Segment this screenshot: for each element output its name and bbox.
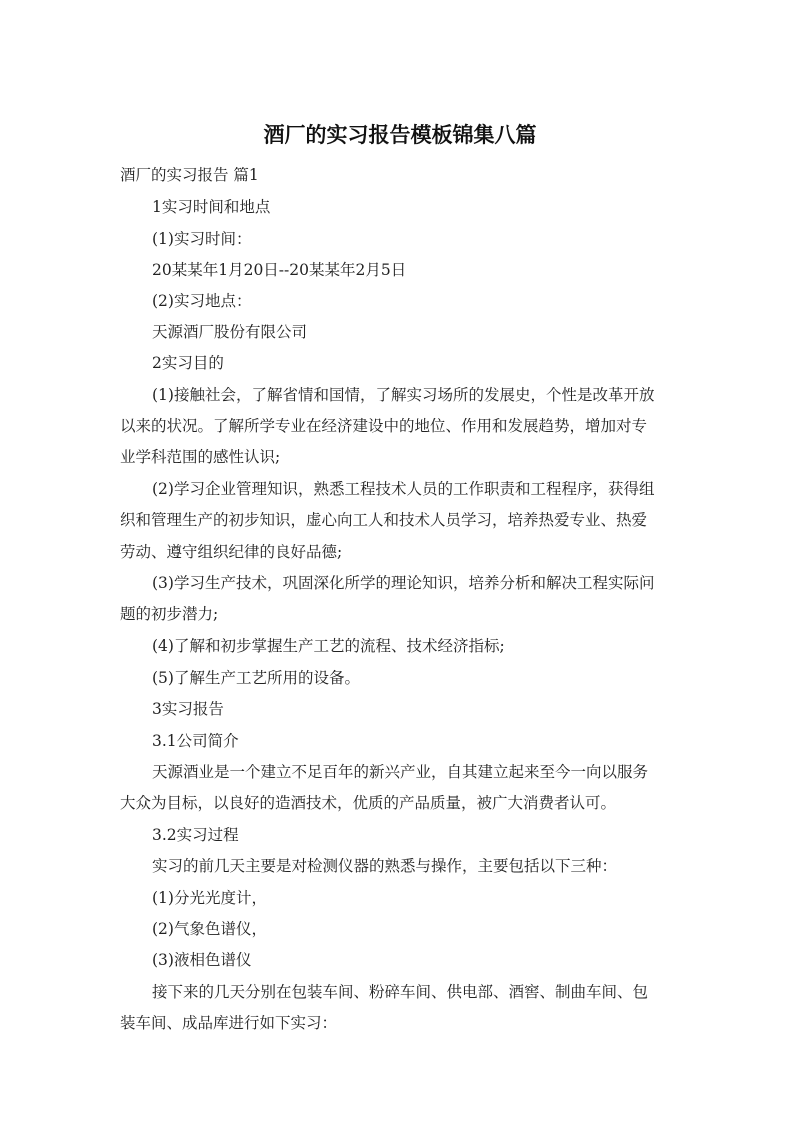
subheading: 3实习报告 xyxy=(152,700,224,718)
paragraph-line: 实习的前几天主要是对检测仪器的熟悉与操作，主要包括以下三种： xyxy=(152,857,618,875)
subheading: 3.2实习过程 xyxy=(152,826,239,844)
document-title: 酒厂的实习报告模板锦集八篇 xyxy=(263,123,537,147)
paragraph-line: 接下来的几天分别在包装车间、粉碎车间、供电部、酒窖、制曲车间、包 xyxy=(152,983,649,1001)
paragraph-line: (5)了解生产工艺所用的设备。 xyxy=(152,669,360,687)
section-heading: 酒厂的实习报告 篇1 xyxy=(120,166,259,184)
paragraph-line: 业学科范围的感性认识; xyxy=(120,448,281,466)
paragraph-line: (1)实习时间： xyxy=(152,230,252,248)
paragraph-line: (2)学习企业管理知识，熟悉工程技术人员的工作职责和工程程序，获得组 xyxy=(152,480,655,498)
paragraph-line: (3)学习生产技术，巩固深化所学的理论知识，培养分析和解决工程实际问 xyxy=(152,574,655,592)
subheading: 2实习目的 xyxy=(152,354,224,372)
paragraph-line: (2)气象色谱仪， xyxy=(152,920,267,938)
paragraph-line: 天源酒厂股份有限公司 xyxy=(152,323,308,341)
paragraph-line: (1)接触社会，了解省情和国情，了解实习场所的发展史，个性是改革开放 xyxy=(152,386,655,404)
paragraph-line: 大众为目标，以良好的造酒技术，优质的产品质量，被广大消费者认可。 xyxy=(120,794,617,812)
paragraph-line: 装车间、成品库进行如下实习： xyxy=(120,1014,338,1032)
paragraph-line: 以来的状况。了解所学专业在经济建设中的地位、作用和发展趋势，增加对专 xyxy=(120,417,648,435)
subheading: 1实习时间和地点 xyxy=(152,198,271,216)
paragraph-line: 20某某年1月20日--20某某年2月5日 xyxy=(152,261,407,279)
paragraph-line: (2)实习地点： xyxy=(152,292,252,310)
paragraph-line: (1)分光光度计， xyxy=(152,889,267,907)
paragraph-line: 天源酒业是一个建立不足百年的新兴产业，自其建立起来至今一向以服务 xyxy=(152,763,649,781)
subheading: 3.1公司简介 xyxy=(152,732,239,750)
paragraph-line: (4)了解和初步掌握生产工艺的流程、技术经济指标; xyxy=(152,637,505,655)
paragraph-line: (3)液相色谱仪 xyxy=(152,951,252,969)
paragraph-line: 劳动、遵守组织纪律的良好品德; xyxy=(120,543,343,561)
paragraph-line: 织和管理生产的初步知识，虚心向工人和技术人员学习，培养热爱专业、热爱 xyxy=(120,511,648,529)
paragraph-line: 题的初步潜力; xyxy=(120,605,219,623)
